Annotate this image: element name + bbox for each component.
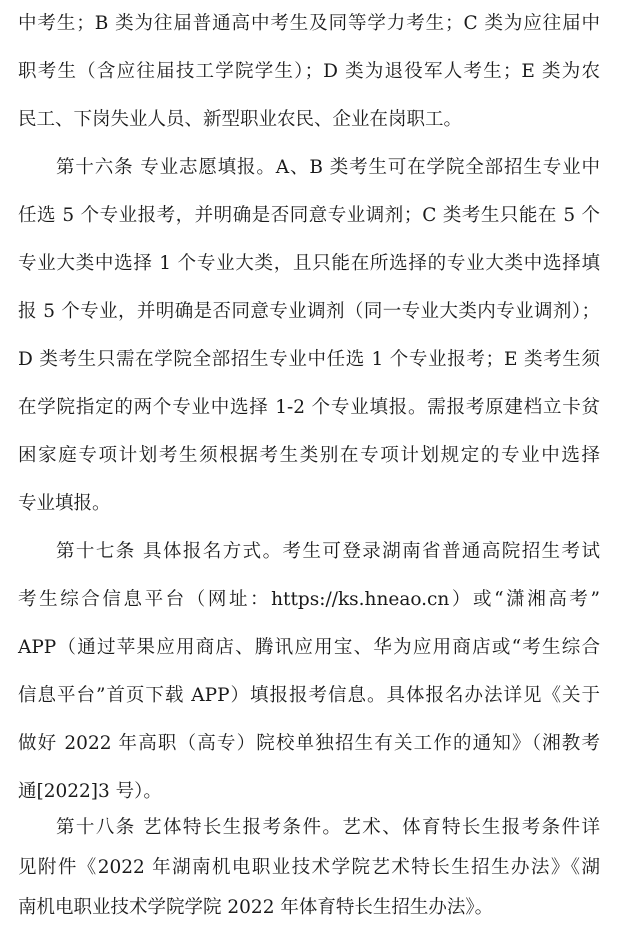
text-line: 职考生（含应往届技工学院学生）；D 类为退役军人考生；E 类为农 [18, 61, 600, 82]
text-line: 困家庭专项计划考生须根据考生类别在专项计划规定的专业中选择 [18, 445, 600, 466]
text-line: 专业填报。 [18, 493, 111, 514]
text-line: 中考生；B 类为往届普通高中考生及同等学力考生；C 类为应往届中 [18, 13, 600, 34]
text-line: APP（通过苹果应用商店、腾讯应用宝、华为应用商店或“考生综合 [18, 637, 600, 658]
text-line: 报 5 个专业，并明确是否同意专业调剂（同一专业大类内专业调剂）； [18, 301, 600, 322]
text-line: 南机电职业技术学院学院 2022 年体育特长生招生办法》。 [18, 897, 494, 918]
text-line: 通[2022]3 号）。 [18, 781, 162, 802]
text-line: 在学院指定的两个专业中选择 1-2 个专业填报。需报考原建档立卡贫 [18, 397, 600, 418]
article-18-first-line: 第十八条 艺体特长生报考条件。艺术、体育特长生报考条件详 [56, 817, 600, 838]
text-line: 见附件《2022 年湖南机电职业技术学院艺术特长生招生办法》《湖 [18, 857, 600, 878]
text-line: 做好 2022 年高职（高专）院校单独招生有关工作的通知》（湘教考 [18, 733, 600, 754]
text-line: 民工、下岗失业人员、新型职业农民、企业在岗职工。 [18, 109, 463, 130]
text-line: 信息平台”首页下载 APP）填报报考信息。具体报名办法详见《关于 [18, 685, 600, 706]
text-line: 专业大类中选择 1 个专业大类，且只能在所选择的专业大类中选择填 [18, 253, 600, 274]
text-line: 考生综合信息平台（网址：https://ks.hneao.cn）或“潇湘高考” [18, 589, 600, 610]
text-line: D 类考生只需在学院全部招生专业中任选 1 个专业报考；E 类考生须 [18, 349, 600, 370]
text-line: 任选 5 个专业报考，并明确是否同意专业调剂；C 类考生只能在 5 个 [18, 205, 600, 226]
article-17-first-line: 第十七条 具体报名方式。考生可登录湖南省普通高院招生考试 [56, 541, 600, 562]
article-16-first-line: 第十六条 专业志愿填报。A、B 类考生可在学院全部招生专业中 [56, 157, 600, 178]
